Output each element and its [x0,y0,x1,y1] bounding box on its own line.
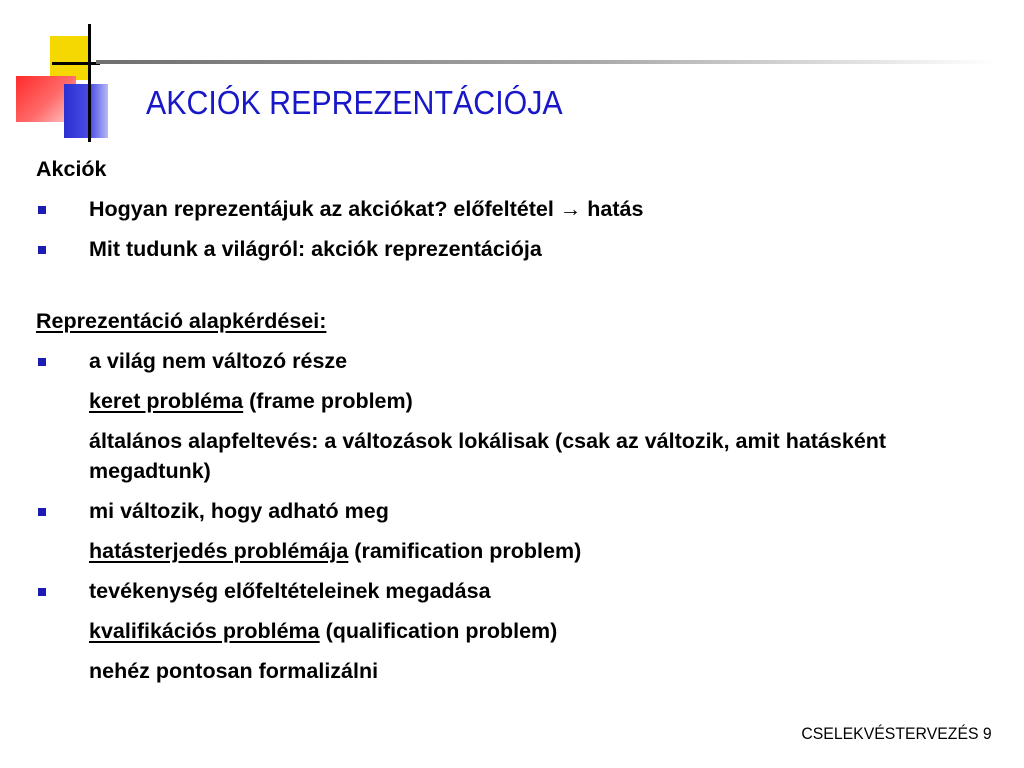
bullet-square-icon [38,246,46,254]
bullet-square-icon [38,358,46,366]
slide-footer: CSELEKVÉSTERVEZÉS 9 [801,724,992,743]
bullet-text-tail: hatás [587,197,644,221]
term-gloss: (frame problem) [243,389,413,413]
term-gloss: (qualification problem) [319,619,558,643]
bullet-text: Mit tudunk a világról: akciók reprezentációja [89,237,542,261]
bullet-item [36,194,996,224]
bullet-text: a világ nem változó része [89,349,348,373]
bullet-square-icon [38,206,46,214]
term-gloss: (ramification problem) [348,539,582,563]
bullet-text: mi változik, hogy adható meg [89,499,389,523]
bullet-text: tevékenység előfeltételeinek megadása [89,579,491,603]
bullet-square-icon [38,588,46,596]
title-rule [96,60,996,64]
sub-item [36,386,996,416]
bullet-item [36,496,996,526]
bullet-item [36,346,996,376]
sub-item: általános alapfeltevés: a változások lokálisak (csak az változik, amit hatásként megadtunk) [89,429,887,483]
underlined-heading: Reprezentáció alapkérdései: [36,309,327,333]
logo-blue-square [64,84,108,138]
bullet-text: Hogyan reprezentájuk az akciókat? előfeltétel [89,197,554,221]
slide-content [36,154,996,686]
slide-logo [0,0,160,150]
section-heading-representation [36,306,996,336]
sub-item: nehéz pontosan formalizálni [89,659,379,683]
logo-yellow-square [50,36,90,80]
sub-item [36,536,996,566]
section-heading-actions: Akciók [36,157,107,181]
bullet-item [36,576,996,606]
bullet-item [36,234,996,264]
bullet-square-icon [38,508,46,516]
term-underlined: kvalifikációs probléma [89,619,320,643]
term-underlined: keret probléma [89,389,244,413]
term-underlined: hatásterjedés problémája [89,539,349,563]
slide-title: AKCIÓK REPREZENTÁCIÓJA [146,84,563,121]
right-arrow-icon: → [559,197,582,221]
logo-horizontal-line [52,62,100,65]
logo-vertical-line [88,24,91,142]
sub-item [36,616,996,646]
